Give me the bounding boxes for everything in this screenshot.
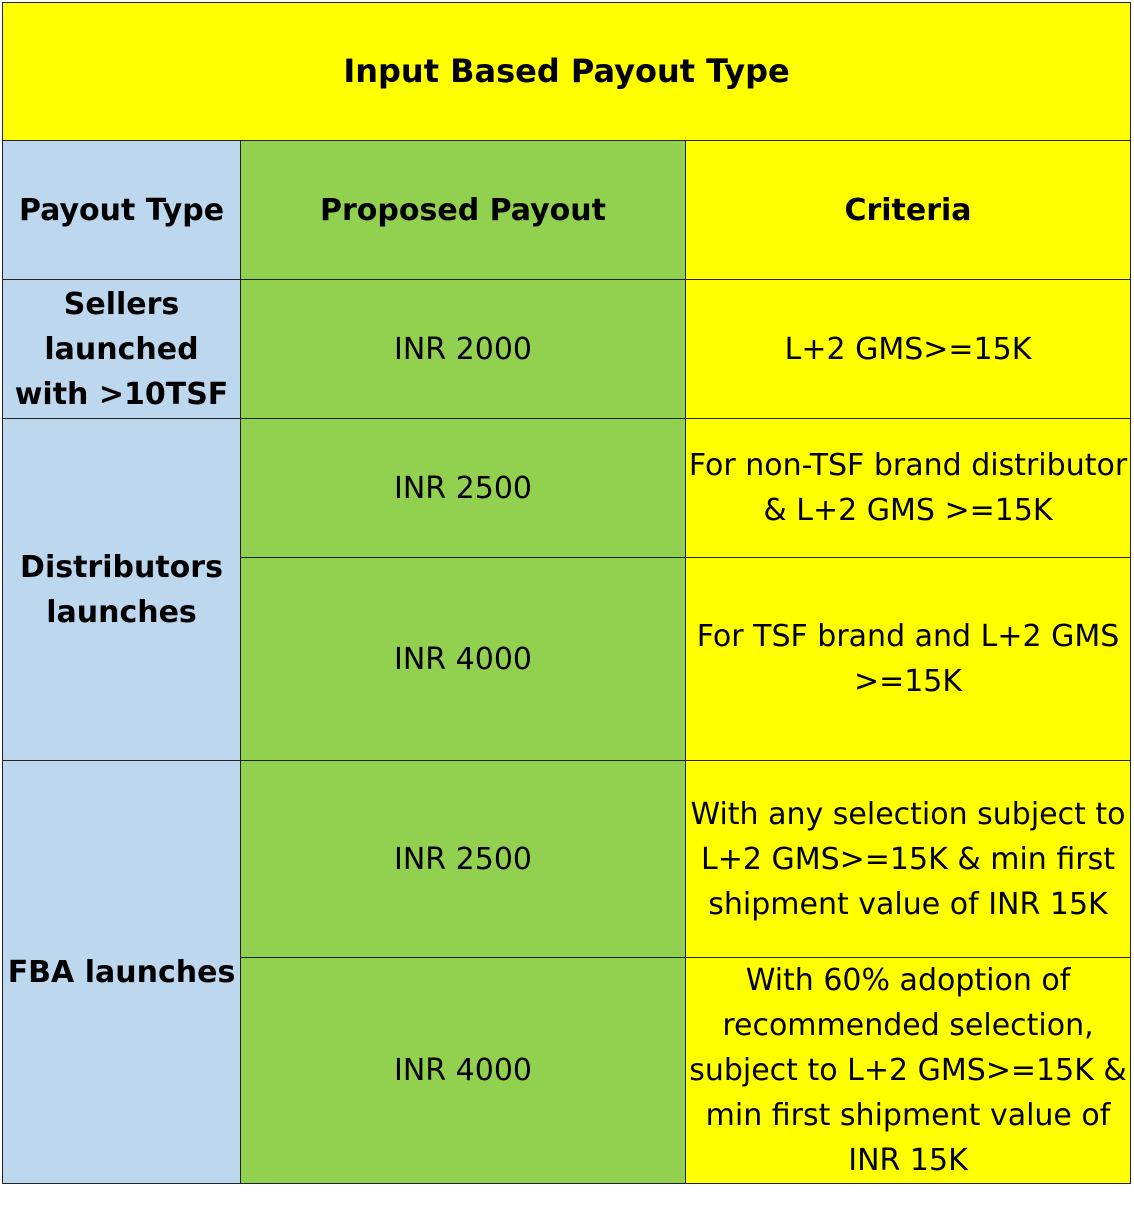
payout-cell: INR 4000 bbox=[241, 558, 686, 761]
payout-type-cell: Sellers launched with >10TSF bbox=[3, 280, 241, 419]
header-proposed-payout: Proposed Payout bbox=[241, 141, 686, 280]
payout-type-cell: FBA launches bbox=[3, 761, 241, 1184]
payout-cell: INR 4000 bbox=[241, 958, 686, 1184]
criteria-cell: With any selection subject to L+2 GMS>=15K & min first shipment value of INR 15K bbox=[686, 761, 1131, 958]
payout-table bbox=[2, 2, 1131, 1184]
header-payout-type: Payout Type bbox=[3, 141, 241, 280]
criteria-cell: For non-TSF brand distributor & L+2 GMS >=15K bbox=[686, 419, 1131, 558]
header-criteria: Criteria bbox=[686, 141, 1131, 280]
payout-type-cell: Distributors launches bbox=[3, 419, 241, 761]
criteria-cell: For TSF brand and L+2 GMS >=15K bbox=[686, 558, 1131, 761]
criteria-cell: With 60% adoption of recommended selection, subject to L+2 GMS>=15K & min first shipment value of INR 15K bbox=[686, 958, 1131, 1184]
criteria-cell: L+2 GMS>=15K bbox=[686, 280, 1131, 419]
table-row bbox=[3, 419, 1131, 558]
table-title: Input Based Payout Type bbox=[3, 3, 1131, 141]
payout-cell: INR 2500 bbox=[241, 419, 686, 558]
payout-cell: INR 2000 bbox=[241, 280, 686, 419]
table-row bbox=[3, 280, 1131, 419]
table-row bbox=[3, 761, 1131, 958]
payout-cell: INR 2500 bbox=[241, 761, 686, 958]
